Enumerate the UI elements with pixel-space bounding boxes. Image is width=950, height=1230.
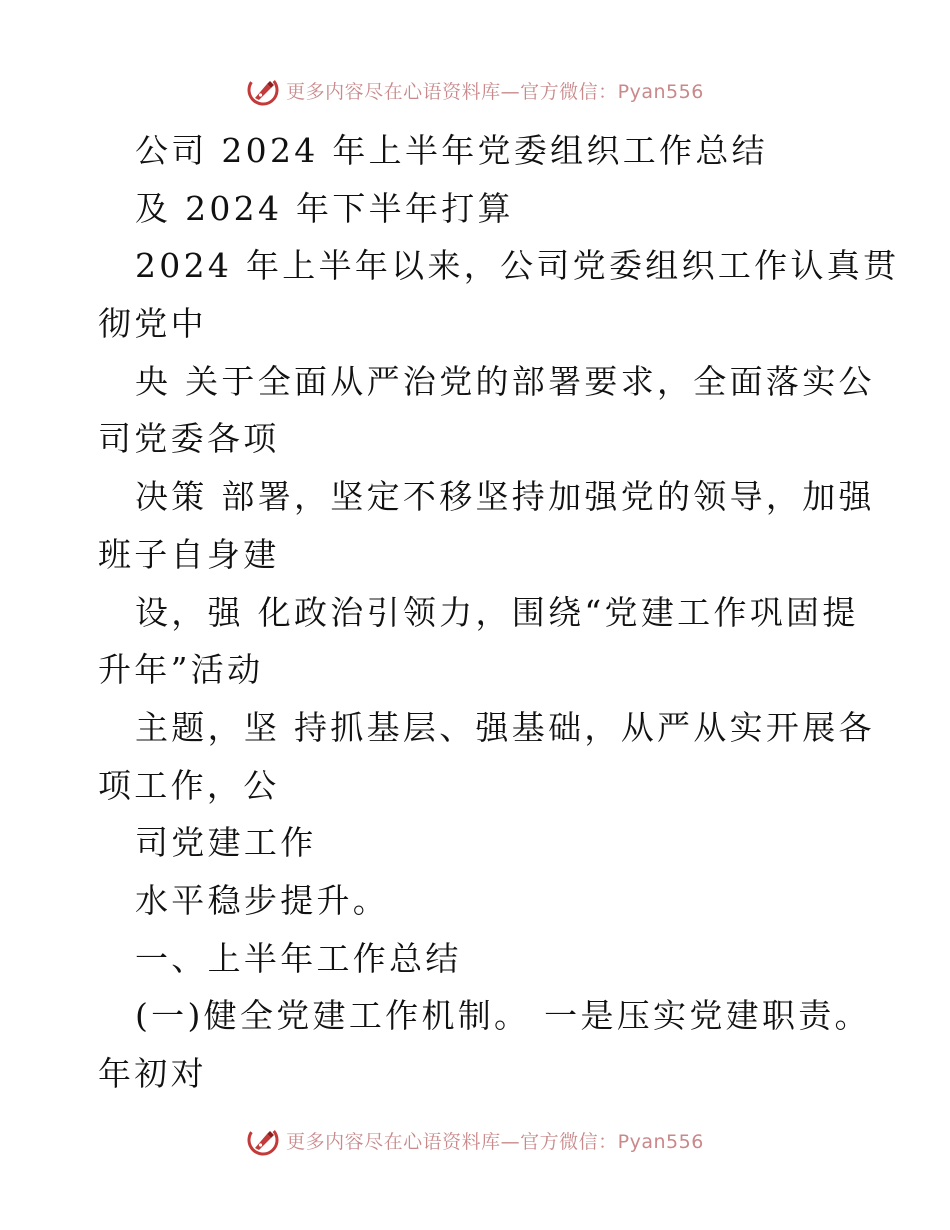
document-line: 2024 年上半年以来，公司党委组织工作认真贯 (135, 246, 900, 286)
document-line: 司党委各项 (98, 419, 280, 459)
document-line: 决策 部署，坚定不移坚持加强党的领导，加强 (135, 477, 875, 517)
document-line: 项工作，公 (98, 765, 280, 805)
footer-watermark (0, 1120, 950, 1160)
document-line: 及 2024 年下半年打算 (135, 188, 514, 228)
document-line: 年初对 (98, 1054, 207, 1093)
section-heading: 一、上半年工作总结 (135, 938, 462, 978)
document-line: 司党建工作 (135, 823, 317, 863)
document-line: 水平稳步提升。 (135, 880, 390, 920)
document-line: 彻党中 (98, 304, 207, 344)
document-line: 公司 2024 年上半年党委组织工作总结 (135, 131, 768, 170)
document-line: 升年”活动 (98, 650, 264, 690)
document-line: 主题，坚 持抓基层、强基础，从严从实开展各 (135, 707, 875, 747)
header-watermark (0, 70, 950, 110)
watermark-text: 更多内容尽在心语资料库—官方微信：Pyan556 (286, 1130, 704, 1153)
document-line: 班子自身建 (98, 534, 280, 574)
pen-nib-logo-icon (246, 1123, 280, 1157)
pen-nib-logo-icon (246, 73, 280, 107)
document-line: 设，强 化政治引领力，围绕“党建工作巩固提 (135, 592, 859, 632)
watermark-text: 更多内容尽在心语资料库—官方微信：Pyan556 (286, 80, 704, 103)
document-body (98, 122, 900, 1103)
document-line: 央 关于全面从严治党的部署要求，全面落实公 (135, 361, 875, 401)
document-line: (一)健全党建工作机制。 一是压实党建职责。 (135, 996, 871, 1036)
